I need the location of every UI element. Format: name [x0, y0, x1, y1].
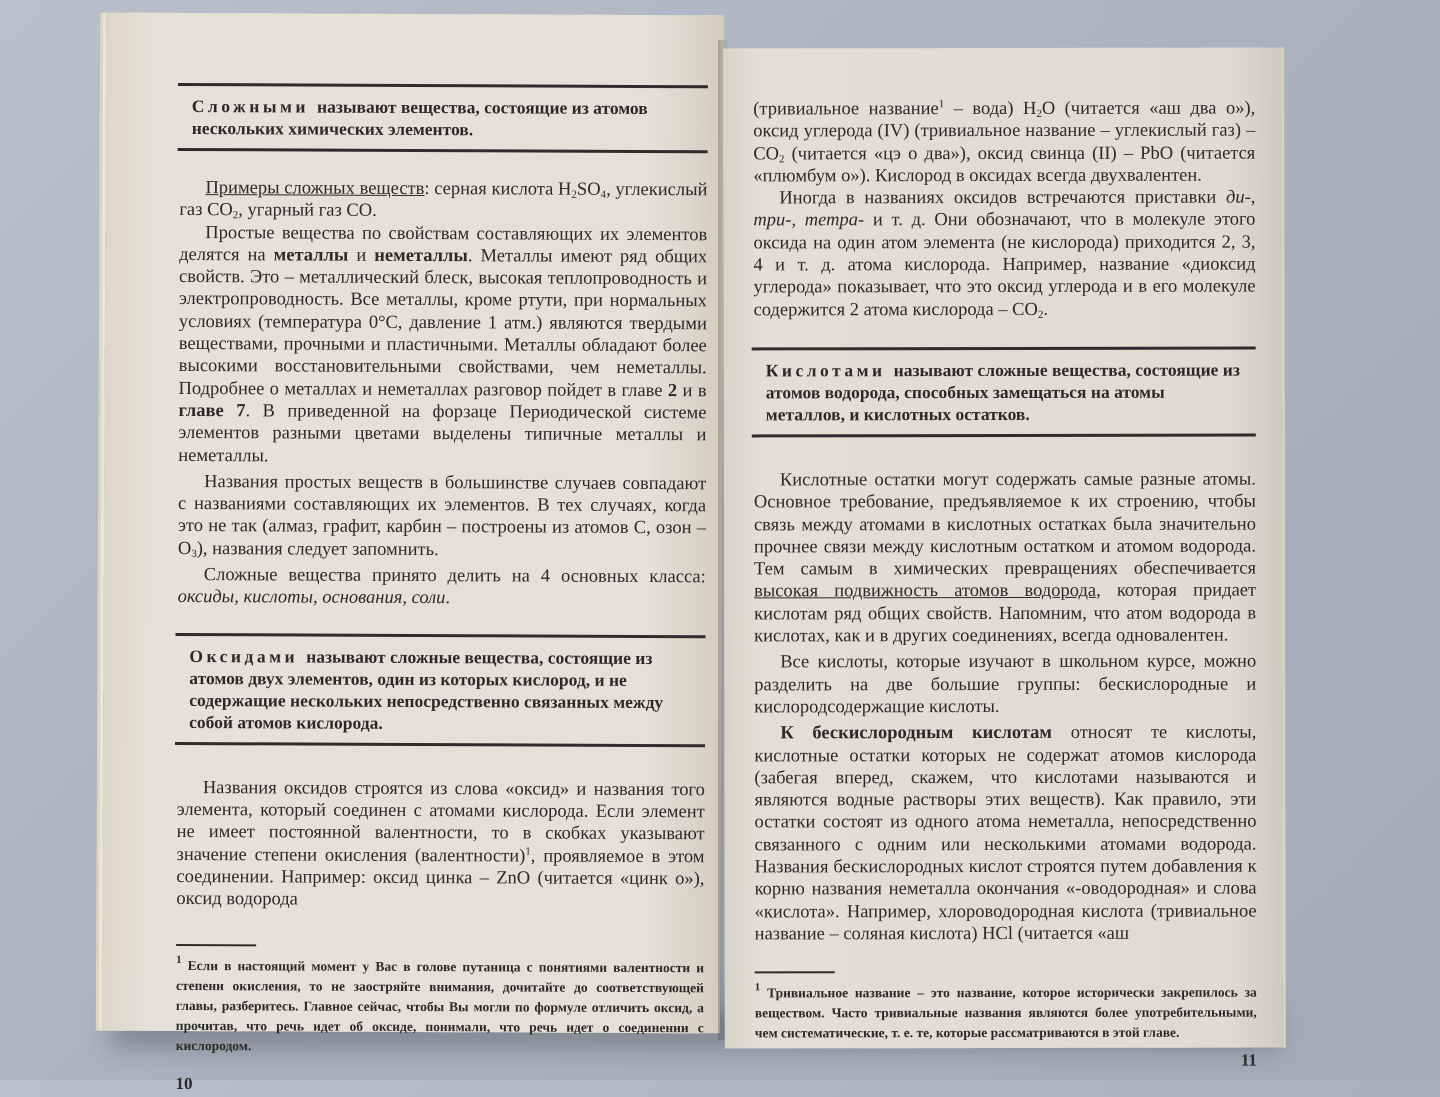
right-page-content: [753, 98, 1257, 1072]
text: .: [1043, 299, 1049, 320]
underlined-text: высокая подвижность атомов водорода: [754, 581, 1097, 602]
text: и в: [677, 380, 707, 401]
definition-oxides: [189, 645, 693, 735]
bold-term: 2: [667, 380, 678, 401]
text: относят те кислоты, кислотные остатки которых не содержат атомов кислорода (забегая вперед, скажем, что кислотами называются и являются водные растворы этих веществ). Как правило, эти остатки состоят из одного атома неметалла, непосредственно связанного с одним или несколькими атомами водорода. Названия бескислородных кислот строятся путем добавления к корню названия неметалла окончания «-оводородная» и слова «кислота». Например, хлороводородная кислота (тривиальное название – соляная кислота) HCl (читается «аш: [754, 722, 1257, 945]
simple-names-paragraph: [178, 471, 706, 562]
text: Иногда в названиях оксидов встречаются приставки: [779, 187, 1227, 209]
residues-paragraph: [754, 469, 1256, 648]
footnote-mark: 1: [176, 954, 182, 967]
footnote-ref: 1: [525, 845, 531, 858]
term-acids: Кислотами: [765, 360, 886, 381]
text: .: [445, 588, 451, 609]
subscript: 2: [779, 152, 785, 165]
groups-paragraph: [754, 651, 1256, 719]
term-oxides: Оксидами: [189, 645, 299, 667]
text: (читается «цэ о два»), оксид свинца (II) – PbO (читается «плюмбум о»). Кислород в оксидах всегда двухвалентен.: [753, 143, 1256, 187]
text: O (читается «аш два о»), оксид углерода (IV) (тривиальное название – углекислый газ) – CO: [753, 98, 1256, 165]
term-complex: Сложными: [191, 96, 310, 117]
text: ), названия следует запомнить.: [196, 538, 439, 560]
text: . В приведенной на форзаце Периодической системе элементов разными цветами выделены типичные металлы и неметаллы.: [178, 401, 707, 466]
left-page: [102, 13, 724, 1094]
subscript: 2: [1036, 107, 1042, 120]
left-page-content: [176, 79, 708, 1097]
text: , угарный газ CO.: [238, 200, 377, 222]
text: , проявляемое в этом соединении. Например: оксид цинка – ZnO (читается «цинк о»), оксид водорода: [176, 846, 705, 910]
footnote-text: [755, 983, 1257, 1044]
bold-term: главе 7: [178, 400, 246, 422]
text: . Металлы имеют ряд общих свойств. Это – металлический блеск, высокая теплопроводность и электропроводность. Все металлы, кроме ртути, при нормальных условиях (температура 0°C, давление 1 атм.) являются твердыми веществами, прочными и пластичными. Металлы обладают более высокими восстановительными свойствами, чем неметаллы. Подробнее о металлах и неметаллах разговор пойдет в главе: [178, 246, 708, 401]
footnote-rule: [176, 944, 256, 946]
footnote-text: [176, 956, 704, 1058]
footnote-rule: [755, 971, 835, 973]
definition-box-complex: [178, 83, 708, 153]
footnote-left: [176, 944, 704, 1058]
oxide-names-paragraph: [176, 777, 705, 913]
footnote-ref: 1: [938, 98, 945, 111]
text: , углекислый газ CO: [179, 179, 708, 221]
prefixes-paragraph: [753, 187, 1255, 322]
page-number-right: 11: [1240, 1050, 1257, 1070]
text: Все кислоты, которые изучают в школьном курсе, можно разделить на две большие группы: бескислородные и кислородсодержащие кислоты.: [754, 651, 1257, 718]
text: и: [348, 245, 375, 266]
text: Названия простых веществ в большинстве случаев совпадают с названиями составляющих их элементов. В тех случаях, когда это не так (алмаз, графит, карбин – построены из атомов C, озон – O: [177, 471, 707, 559]
text: и т. д. Они обозначают, что в молекуле этого оксида на один атом элемента (не кислорода) приходится 2, 3, 4 и т. д. атома кислорода. Например, название «диоксид углерода» показывает, что это оксид углерода и в его молекуле содержится 2 атома кислорода – CO: [753, 210, 1256, 321]
text: , которая придает кислотам ряд общих свойств. Напомним, что атом водорода в кислотах, как и в других соединениях, всегда одновалентен.: [754, 581, 1257, 647]
text: Простые вещества по свойствам составляющих их элементов делятся на: [179, 222, 708, 266]
text: Сложные вещества принято делить на 4 основных класса:: [203, 565, 706, 588]
definition-text: называют сложные вещества, состоящие из атомов двух элементов, один из которых кислород, и не содержащие нескольких непосредственно связанных между собой атомов кислорода.: [189, 646, 664, 733]
definition-acids: [766, 359, 1244, 426]
definition-box-acids: [752, 347, 1256, 438]
right-page: [723, 48, 1283, 1070]
classes-paragraph: [178, 564, 706, 611]
italic-text: ди-, три-, тетра-: [753, 187, 1256, 231]
text: : серная кислота H: [424, 179, 572, 200]
text: Если в настоящий момент у Вас в голове путаница с понятиями валентности и степени окисления, то не заостряйте внимания, дочитайте до соответствующей главы, разберитесь. Главное сейчас, чтобы Вы могли по формуле отличить оксид, а прочитав, что речь идет об оксиде, понимали, что речь идет о соединении с кислородом.: [175, 958, 705, 1054]
subscript: 3: [191, 547, 197, 560]
subscript: 4: [600, 188, 607, 201]
definition-text: называют сложные вещества, состоящие из атомов водорода, способных замещаться на атомы металлов, и кислотных остатков.: [765, 359, 1240, 425]
subscript: 2: [1037, 308, 1044, 321]
definition-complex: [192, 95, 696, 141]
subscript: 2: [571, 188, 577, 201]
examples-paragraph: [179, 177, 707, 224]
oxygenfree-paragraph: [754, 722, 1256, 946]
metals-paragraph: [178, 222, 707, 470]
continuation-paragraph: [753, 98, 1255, 188]
subscript: 2: [232, 209, 239, 222]
examples-label: Примеры сложных веществ: [205, 178, 425, 200]
definition-text: называют вещества, состоящие из атомов нескольких химических элементов.: [191, 96, 648, 140]
text: Названия оксидов строятся из слова «оксид» и названия того элемента, который соединен с атомами кислорода. Если элемент не имеет постоянной валентности, то в скобках указывают значение степени окисления (валентности): [176, 777, 705, 867]
definition-box-oxides: [175, 633, 705, 747]
text: (тривиальное название: [753, 99, 939, 120]
bold-term: металлы: [273, 245, 349, 266]
page-number-left: 10: [175, 1074, 193, 1094]
text: – вода) H: [944, 98, 1037, 120]
bold-term: неметаллы: [374, 245, 468, 267]
footnote-right: [755, 971, 1257, 1044]
text: Тривиальное название – это название, которое исторически закрепилось за веществом. Часто тривиальные названия являются более употребительными, чем систематические, т. е. те, которые рассматриваются в этой главе.: [754, 984, 1257, 1041]
italic-text: оксиды, кислоты, основания, соли: [177, 587, 446, 609]
footnote-mark: 1: [754, 981, 761, 994]
bold-term: К бескислородным кислотам: [780, 723, 1053, 744]
text: Кислотные остатки могут содержать самые разные атомы. Основное требование, предъявляемое к их строению, чтобы связь между атомами в кислотных остатках была значительно прочнее связи между кислотным остатком и атомом водорода. Тем самым в химических превращениях обеспечивается: [753, 469, 1257, 580]
text: SO: [576, 179, 601, 200]
